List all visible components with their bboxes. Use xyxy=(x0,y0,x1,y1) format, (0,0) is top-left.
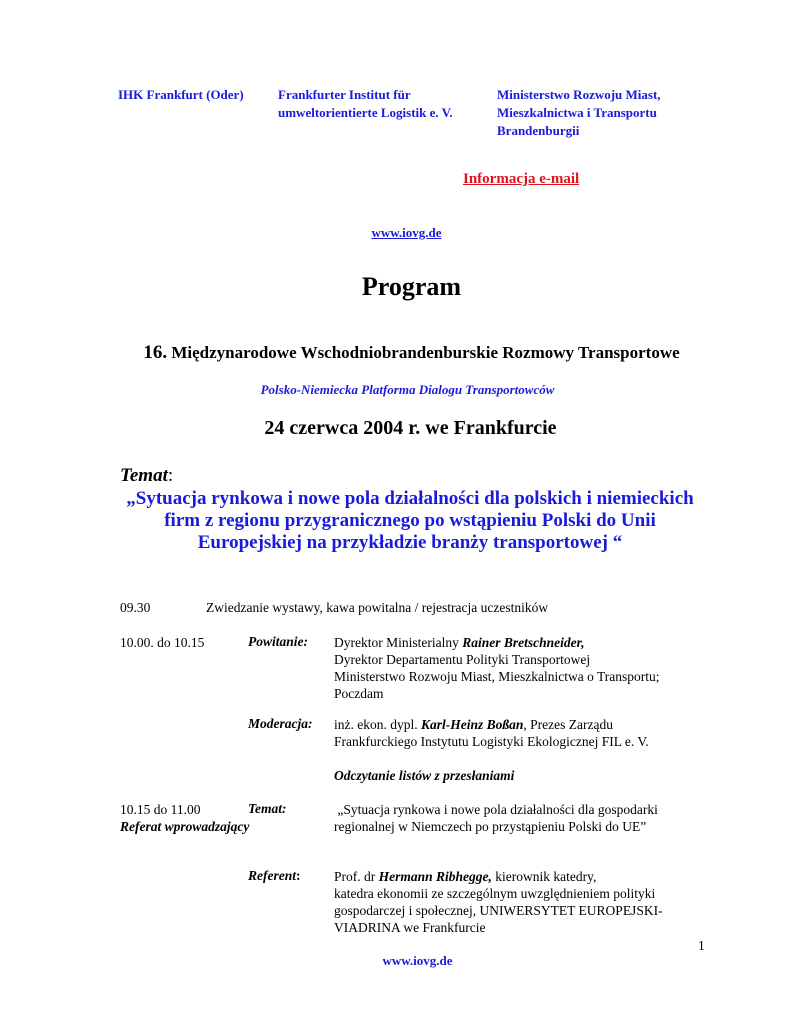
header-org-ministry xyxy=(497,86,661,140)
powitanie-speaker-name: Rainer Bretschneider, xyxy=(462,635,585,650)
website-top-wrap xyxy=(0,224,791,242)
event-date xyxy=(0,417,791,440)
website-top-link[interactable]: www.iovg.de xyxy=(371,225,442,240)
schedule-time-1015 xyxy=(120,801,249,835)
footer-website-wrap xyxy=(0,952,791,970)
referent-line3: gospodarczej i społecznej, UNIWERSYTET EUROPEJSKI- xyxy=(334,903,663,918)
header-org-institut xyxy=(278,86,453,122)
event-name xyxy=(0,342,791,364)
event-date-text: 24 czerwca 2004 r. we Frankfurcie xyxy=(264,417,557,439)
event-number: 16. xyxy=(143,342,168,363)
org-ministry-line3: Brandenburgii xyxy=(497,123,580,138)
temat-label xyxy=(120,465,173,487)
schedule-time-1015-text: 10.15 do 11.00 xyxy=(120,802,201,817)
label-powitanie-text: Powitanie: xyxy=(248,634,308,649)
event-name-text: Międzynarodowe Wschodniobrandenburskie Rozmowy Transportowe xyxy=(171,343,680,362)
label-temat-referat-text: Temat: xyxy=(248,801,287,816)
letters-reading-note xyxy=(334,767,514,784)
page-title-text: Program xyxy=(361,272,462,301)
moderacja-details xyxy=(334,716,649,750)
org-ihk-text: IHK Frankfurt (Oder) xyxy=(118,87,244,102)
schedule-item-registration xyxy=(206,599,548,616)
referent-role: kierownik katedry, xyxy=(491,869,597,884)
moderacja-speaker-name: Karl-Heinz Boßan xyxy=(421,717,524,732)
referent-line4: VIADRINA we Frankfurcie xyxy=(334,920,486,935)
temat-label-text: Temat xyxy=(120,465,168,486)
referat-topic-line2: regionalnej w Niemczech po przystąpieniu Polski do UE” xyxy=(334,819,647,834)
label-moderacja-text: Moderacja: xyxy=(248,716,313,731)
referat-topic-line1: „Sytuacja rynkowa i nowe pola działalności dla gospodarki xyxy=(334,802,658,817)
org-ministry-line1: Ministerstwo Rozwoju Miast, xyxy=(497,87,661,102)
referent-title: Prof. dr xyxy=(334,869,379,884)
event-platform-text: Polsko-Niemiecka Platforma Dialogu Transportowców xyxy=(260,382,555,397)
powitanie-line2: Dyrektor Departamentu Polityki Transportowej xyxy=(334,652,591,667)
referat-topic xyxy=(334,801,658,835)
moderacja-line2: Frankfurckiego Instytutu Logistyki Ekologicznej FIL e. V. xyxy=(334,734,649,749)
org-institut-line1: Frankfurter Institut für xyxy=(278,87,411,102)
org-ministry-line2: Mieszkalnictwa i Transportu xyxy=(497,105,657,120)
powitanie-line3: Ministerstwo Rozwoju Miast, Mieszkalnictwa o Transportu; xyxy=(334,669,660,684)
temat-line2: firm z regionu przygranicznego po wstąpieniu Polski do Unii xyxy=(164,510,656,531)
referent-line2: katedra ekonomii ze szczególnym uwzględnieniem polityki xyxy=(334,886,656,901)
schedule-time-0930 xyxy=(120,599,150,616)
temat-line1: „Sytuacja rynkowa i nowe pola działalności dla polskich i niemieckich xyxy=(126,488,694,509)
temat-text xyxy=(110,488,710,554)
temat-label-colon: : xyxy=(167,465,174,486)
page-title xyxy=(0,272,791,302)
powitanie-line4: Poczdam xyxy=(334,686,384,701)
powitanie-details xyxy=(334,634,659,702)
label-referent xyxy=(248,868,301,884)
label-powitanie xyxy=(248,634,308,650)
schedule-time-0930-text: 09.30 xyxy=(120,600,151,615)
event-platform xyxy=(0,382,791,398)
schedule-time-1000-text: 10.00. do 10.15 xyxy=(120,635,205,650)
letters-reading-text: Odczytanie listów z przesłaniami xyxy=(334,768,515,783)
footer-website-link[interactable]: www.iovg.de xyxy=(382,953,453,968)
temat-line3: Europejskiej na przykładzie branży transportowej “ xyxy=(197,532,623,553)
org-institut-line2: umweltorientierte Logistik e. V. xyxy=(278,105,453,120)
info-email-link[interactable]: Informacja e-mail xyxy=(463,171,580,187)
powitanie-role: Dyrektor Ministerialny xyxy=(334,635,463,650)
referat-wprowadzajacy: Referat wprowadzający xyxy=(120,819,250,834)
referent-details xyxy=(334,868,663,936)
page-number-text: 1 xyxy=(698,938,705,953)
moderacja-title: inż. ekon. dypl. xyxy=(334,717,421,732)
header-org-ihk xyxy=(118,86,244,104)
label-referent-text: Referent xyxy=(248,868,296,883)
schedule-registration-text: Zwiedzanie wystawy, kawa powitalna / rejestracja uczestników xyxy=(206,600,549,615)
label-moderacja xyxy=(248,716,313,732)
schedule-time-1000 xyxy=(120,634,204,651)
label-temat-referat xyxy=(248,801,287,817)
label-referent-colon: : xyxy=(296,868,301,883)
referent-speaker-name: Hermann Ribhegge, xyxy=(378,869,492,884)
moderacja-role: , Prezes Zarządu xyxy=(523,717,613,732)
